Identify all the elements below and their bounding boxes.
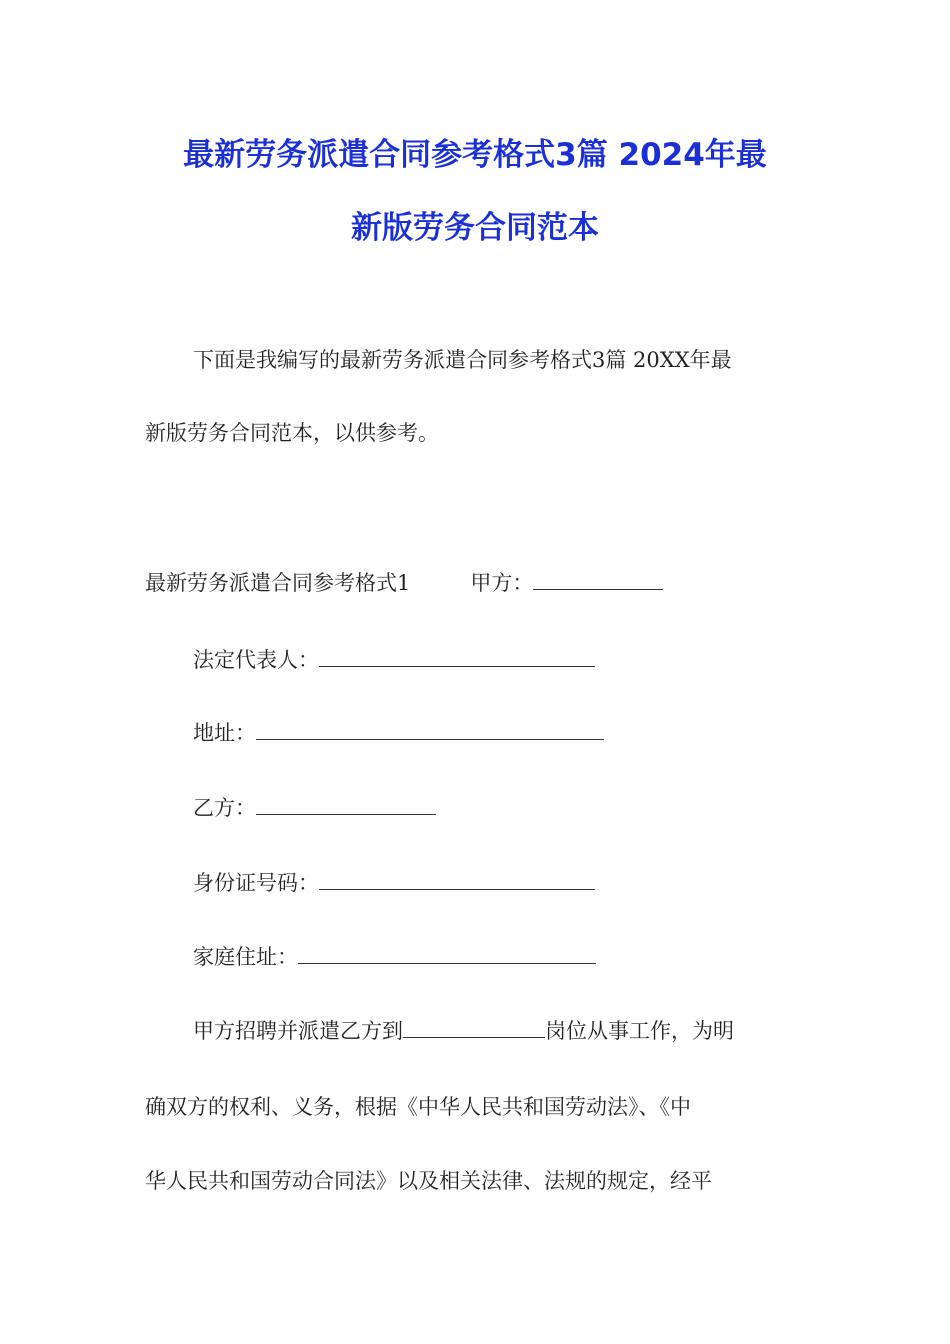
- home-address-blank[interactable]: [298, 943, 596, 964]
- document-title-line-1: 最新劳务派遣合同参考格式3篇 2024年最: [183, 137, 767, 173]
- home-address-label: 家庭住址：: [193, 945, 298, 969]
- legal-rep-row: [193, 645, 595, 675]
- body-line1-end: 岗位从事工作，为明: [545, 1019, 734, 1043]
- id-number-blank[interactable]: [319, 869, 595, 890]
- legal-rep-label: 法定代表人：: [193, 648, 319, 672]
- id-number-label: 身份证号码：: [193, 871, 319, 895]
- legal-rep-blank[interactable]: [319, 646, 595, 667]
- party-b-label: 乙方：: [193, 796, 256, 820]
- section1-heading: 最新劳务派遣合同参考格式1: [145, 571, 411, 595]
- section1-heading-row: [145, 568, 663, 598]
- id-number-row: [193, 868, 595, 898]
- intro-paragraph-line-2: 新版劳务合同范本，以供参考。: [145, 421, 439, 445]
- body-paragraph-line-1: [193, 1016, 734, 1046]
- party-a-label: 甲方：: [470, 571, 534, 595]
- address-blank[interactable]: [256, 719, 604, 740]
- home-address-row: [193, 942, 596, 972]
- document-title-line-2: 新版劳务合同范本: [351, 210, 599, 246]
- party-b-row: [193, 793, 436, 823]
- body-paragraph-line-2: 确双方的权利、义务，根据《中华人民共和国劳动法》、《中: [145, 1095, 691, 1119]
- address-label: 地址：: [193, 721, 256, 745]
- body-line1-start: 甲方招聘并派遣乙方到: [193, 1019, 403, 1043]
- position-blank[interactable]: [403, 1017, 545, 1038]
- address-row: [193, 718, 604, 748]
- party-b-blank[interactable]: [256, 794, 436, 815]
- body-paragraph-line-3: 华人民共和国劳动合同法》以及相关法律、法规的规定，经平: [145, 1169, 712, 1193]
- party-a-blank[interactable]: [533, 569, 663, 590]
- intro-paragraph-line-1: 下面是我编写的最新劳务派遣合同参考格式3篇 20XX年最: [193, 348, 732, 372]
